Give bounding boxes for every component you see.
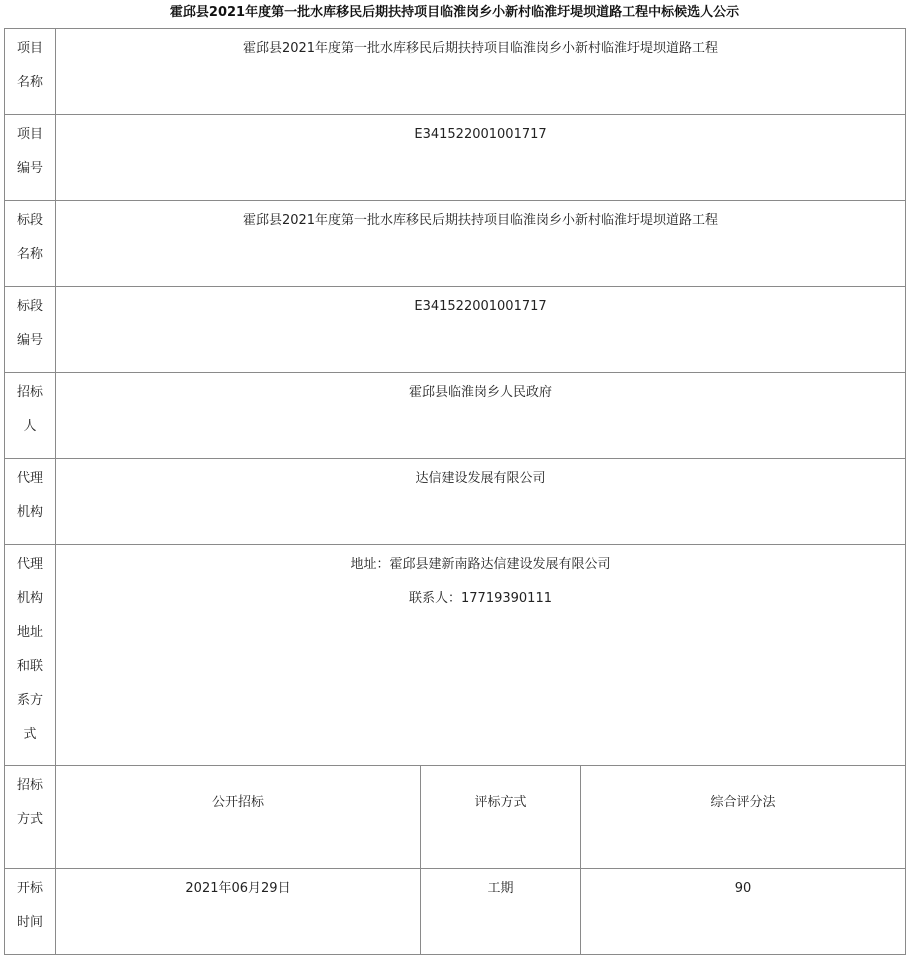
label-line: 招标 (16, 385, 43, 400)
period-value (581, 869, 906, 955)
label-line: 代理 (16, 471, 43, 486)
label-line: 地址 (16, 625, 43, 640)
value-text: E341522001001717 (414, 299, 547, 314)
table-row-project-name (5, 29, 906, 115)
label-line: 方式 (16, 812, 43, 827)
table-row-tenderer (5, 373, 906, 459)
eval-method-label (421, 766, 581, 869)
label-line: 名称 (16, 247, 43, 262)
row-label (5, 373, 56, 459)
row-label (5, 29, 56, 115)
opening-date-value (56, 869, 421, 955)
label-line: 代理 (16, 557, 43, 572)
project-code-value (56, 115, 906, 201)
table-row-opening-time (5, 869, 906, 955)
label-line: 标段 (16, 213, 43, 228)
agency-contact-value (56, 545, 906, 766)
label-line: 招标 (16, 778, 43, 793)
label-line: 开标 (16, 881, 43, 896)
value-text: 综合评分法 (710, 795, 776, 810)
row-label (5, 766, 56, 869)
table-row-section-code (5, 287, 906, 373)
eval-method-value (581, 766, 906, 869)
table-row-agency-contact (5, 545, 906, 766)
table-row-agency (5, 459, 906, 545)
label-line: 机构 (16, 591, 43, 606)
tenderer-value (56, 373, 906, 459)
agency-contact-person: 联系人：17719390111 (409, 591, 552, 606)
table-row-section-name (5, 201, 906, 287)
value-text: 工期 (487, 881, 514, 896)
value-text: 达信建设发展有限公司 (415, 471, 546, 486)
label-line: 机构 (16, 505, 43, 520)
table-row-tender-method (5, 766, 906, 869)
value-text: 霍邱县2021年度第一批水库移民后期扶持项目临淮岗乡小新村临淮圩堤坝道路工程 (242, 213, 719, 228)
label-line: 式 (23, 727, 37, 742)
value-text: 霍邱县2021年度第一批水库移民后期扶持项目临淮岗乡小新村临淮圩堤坝道路工程 (242, 41, 719, 56)
tender-method-value (56, 766, 421, 869)
label-line: 标段 (16, 299, 43, 314)
page-title: 霍邱县2021年度第一批水库移民后期扶持项目临淮岗乡小新村临淮圩堤坝道路工程中标候选人公示 (169, 5, 740, 20)
row-label (5, 869, 56, 955)
row-label (5, 545, 56, 766)
label-line: 人 (23, 419, 37, 434)
row-label (5, 201, 56, 287)
value-text: 霍邱县临淮岗乡人民政府 (409, 385, 553, 400)
label-line: 编号 (16, 161, 43, 176)
label-line: 时间 (16, 915, 43, 930)
label-line: 编号 (16, 333, 43, 348)
project-name-value (56, 29, 906, 115)
label-line: 系方 (16, 693, 43, 708)
label-line: 和联 (16, 659, 43, 674)
agency-address: 地址：霍邱县建新南路达信建设发展有限公司 (350, 557, 611, 572)
label-line: 名称 (16, 75, 43, 90)
row-label (5, 459, 56, 545)
value-text: E341522001001717 (414, 127, 547, 142)
notice-table (4, 28, 906, 955)
label-line: 项目 (16, 41, 43, 56)
label-line: 项目 (16, 127, 43, 142)
value-text: 2021年06月29日 (185, 881, 291, 896)
row-label (5, 115, 56, 201)
row-label (5, 287, 56, 373)
period-label (421, 869, 581, 955)
section-code-value (56, 287, 906, 373)
value-text: 公开招标 (211, 795, 264, 810)
table-row-project-code (5, 115, 906, 201)
section-name-value (56, 201, 906, 287)
agency-value (56, 459, 906, 545)
value-text: 90 (734, 881, 752, 896)
value-text: 评标方式 (474, 795, 527, 810)
